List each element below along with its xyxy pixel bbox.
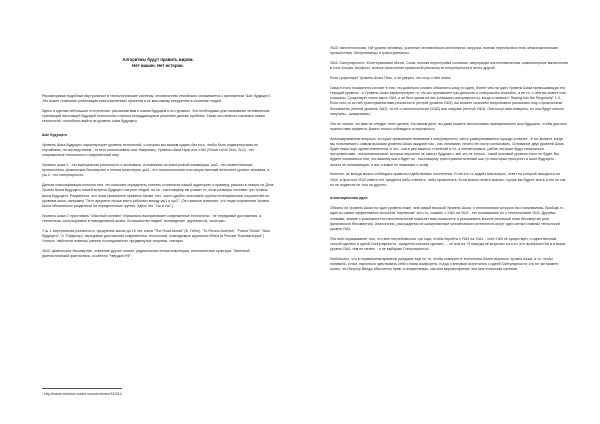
body-paragraph: УШ2: физическое бессмертие, освоение других планет, радикальная генная инженерия, инопланетные культуры. Типичный фантастический фантастика, особенно "твёрдой НФ". — [42, 249, 250, 259]
title-line: Алгоритмы будут править миром. — [122, 57, 194, 62]
body-paragraph: УШ3: нанотехнологии, ИИ уровня человека, усиление человеческого интеллекта, загрузка, полная перестройка тела, межгалактические путешествия. Экстропианцы и трансгуманисты. — [330, 46, 559, 56]
body-paragraph: Данная классификация полезна тем, что помогает определить степень готовности нашей аудитории; к примеру, рассказ в лекции на Доне Уровня Шока Будущего нашей встречи будущего нагулит людей, но по - настоящему им узнают то, если размеры составят три Уровня Шока Будущего. Разумеется, это лишь примерное правило! Кроме того, часто удобно описывать группы потенциальных слушателей их уровнем шока, например "Этот аргумент лучше всего работает между уш1 и уш2". (Это важное значение, что люди сохранения Уровня Шока обязательно разделены на определенные группы. Здесь нет "Уш и Уш".) — [42, 183, 274, 209]
body-paragraph: Уровень шока 0: приставить "обычный человек" нормально воспринимает современные технологии - не передовые достижения, а технологии, используемые в повседневной жизни. Большинство людей, телевидение, журналисты, политики. — [42, 213, 262, 224]
left-column — [42, 94, 274, 264]
footnote: ¹ http://transhumanism-russia.ru/content/view/151/81/ — [42, 392, 122, 396]
body-paragraph: Здесь я сделаю небольшое отступление, рассказав вам о новом будущем и его уровнях. Это необходимо для понимания человеческих трансакций настоящей будущей технологии и поиска неподдающихся решению данных проблем. Также мы немного коснемся новых технологий, способных выйти за уровень шага будущего. — [42, 109, 270, 124]
body-paragraph: У ш 1: виртуальная реальность, продление жизни до 15 лет, книги "The Road Ahead" (Б. Гейтс), "To Renew America", "Future Shock" "Шок будущего", Э. Тоффлер), передовые достижения современных технологий, освещаемые журналом Wired (в России "Компьютерра".) Ученых, любители новинок, ранние последователи, продвинутые теоремы, технари. — [42, 228, 270, 244]
body-paragraph: Это не значит, что вам не следует этого делать. На самом деле, вы даже можете использовать принципиально шок будущего, чтобы достичь нужного вам эффекта. Важно только соблюдать осторожность. — [330, 121, 567, 131]
section-heading: Аннотационная идея — [330, 196, 368, 201]
document-title — [42, 57, 274, 69]
section-heading: Шаг будущего — [42, 132, 68, 137]
body-paragraph: Конечно, не всегда можно соблюдать правила и действовать постепенно. Если кто-то задаёт вам вопрос, ответ на который находится на УШ4, а простого УШ3 ответа нет, придётся либо ответить, либо промолчать. Если можно ничего сказать, лучше вы будете знать и это не так, но не подвести ни того ни другого. — [330, 172, 567, 187]
body-paragraph: Обычно на Уровень Шока на один уровень ниже, чем самый высокий Уровень Шока, с технологиями которого вы сталкивались. Вообще-то, один из самых эффективных способов "перевозки" кого-то, скажем, с УШ1 на УШ2 - это познакомить их с технологиями УШ3. Другими словами, знание о возможностях нанотехнологий помогает вам осмыслить и реализовать вполне реальный план бессмертия (или физического бессмертия). Аналогично, рассуждения не шокированные человеческого интеллекта могут идти сигнал главных технологий уровня УШ3. — [330, 206, 565, 232]
body-paragraph: Смысл этого показателя состоит в том, что довольно сложно объяснить кому-то идею, более чем на один Уровень Шока превышающую его текущий уровень - и Уровень Шока характеризуют то, что вы принимаете как данность и совершенно спокойно, а не то, о чём вы знаете или слышали. Существует очень мало УШ4, и не был одним из них (слышали сингулярность), когда я написал "Staring into the Singularity" 1.0. Если кого-то из ней трансгуманистами реальности (нечтой уровень УШ3), вы можете спокойно попробовать рассказать ему о физическом бессмертии (нечтой уровень УШ2), но не о нанотехнологии (УШ3) или загрузке (нечтой УШ3). Они могут вам поверить, но они будут сильно напуганы - шокированы. — [330, 85, 566, 116]
body-paragraph: Любопытно, что в нормальном времени ушедшие еще не то, чтобы поверить в технологии более высокого Уровня Шока, а то, чтобы понимать, к ним, научиться чувствовать себя с ними комфортно. Когда я впервые встретился с идеей Сингулярности, я в тот же момент понял, что Вернор Виндж абсолютно прав; я почувствовал, как моя мировоззрение, вся моя этическая система — [330, 257, 559, 272]
body-paragraph: Уровень Шага Будущего характеризует уровень технологий, о которых мы можем судить без того, чтобы быть подвергнутыми ни случайным, ни последствиям - то есть использовать шаг. Например, Уровень Шага Нуль или УШ0 (Shock Level Zero, SL0) - это современные технологии и современный мир. — [42, 142, 258, 158]
footnote-divider — [42, 388, 122, 389]
right-column — [330, 46, 568, 277]
body-paragraph: УШ4: Сингулярность, Юпитерианские Мозги, Силы, полная перестройка сознания, сверхразум постчеловечества, компьютерные вычисления в тоне Альфа, Апофеоз, полное исчисление привычной реальности сингулярности в нечто другой. — [330, 61, 568, 71]
body-paragraph: Анализированные вопросы, которые привлекают внимание к сингулярности, часто разворачиваются гораздо сильнее - в тот момент, когда мы попытаемся к самым высоким уровням Шока ожидают нас - нас понимают, ничего не смогу согласовать. Основание двух уровней Шока будет лишь ещё одним элементом, и это - шаги уже важных и понятий и т.п. и неповторимых, рабов, которые будут изначально экстремистами - экстремалистами, которые вероятно не смогут будущего, всё это не только - такой шоковый уровень этого не будет. Вы будете пониматься тем, что вашему шаги будет по - настоящему трансгуманистический шаг (и некоторые пропустят и шаги будущего - ничего не понимающие, а вот и вовсе не знакомые с этим). — [330, 136, 564, 167]
body-paragraph: Рассматривая подобные виртуальные и технологические системы, человечество неизбежно сталкивается с феноменом "Шаг будущего". Это может помешать реализации многочисленных проектов и их массовому внедрению в сознание людей. — [42, 94, 272, 104]
subtitle-line: Нет машин. Нет истории. — [132, 63, 184, 68]
body-paragraph: Это мой опрашивание того, что мне потребовалось три года, чтобы перейти с УШ3 на УШ4, - хотя УШ3 не существует, и единственный способ сделать в одной Сингулярности - придется сначала сделать, ... их или на. Я никогда не встречал кого-то, кто пробрался бы в и выше уровня УШ4, тем не менее, - я не выбираю Сингулярность! — [330, 236, 566, 252]
body-paragraph: Уровень шока 1 - это виртуальная реальность и экономика, основанная на электронной коммерции, уш2 - это моментальные путешествия, физическое бессмертие и генная инженерия, уш3 - это нанотехнологии или искусственный интеллект уровня человека, а уш 4 - это сингулярность. — [42, 163, 270, 178]
body-paragraph: Если существует Уровень Шока Пять, я не уверен, что хочу о нём знать! — [330, 76, 452, 80]
